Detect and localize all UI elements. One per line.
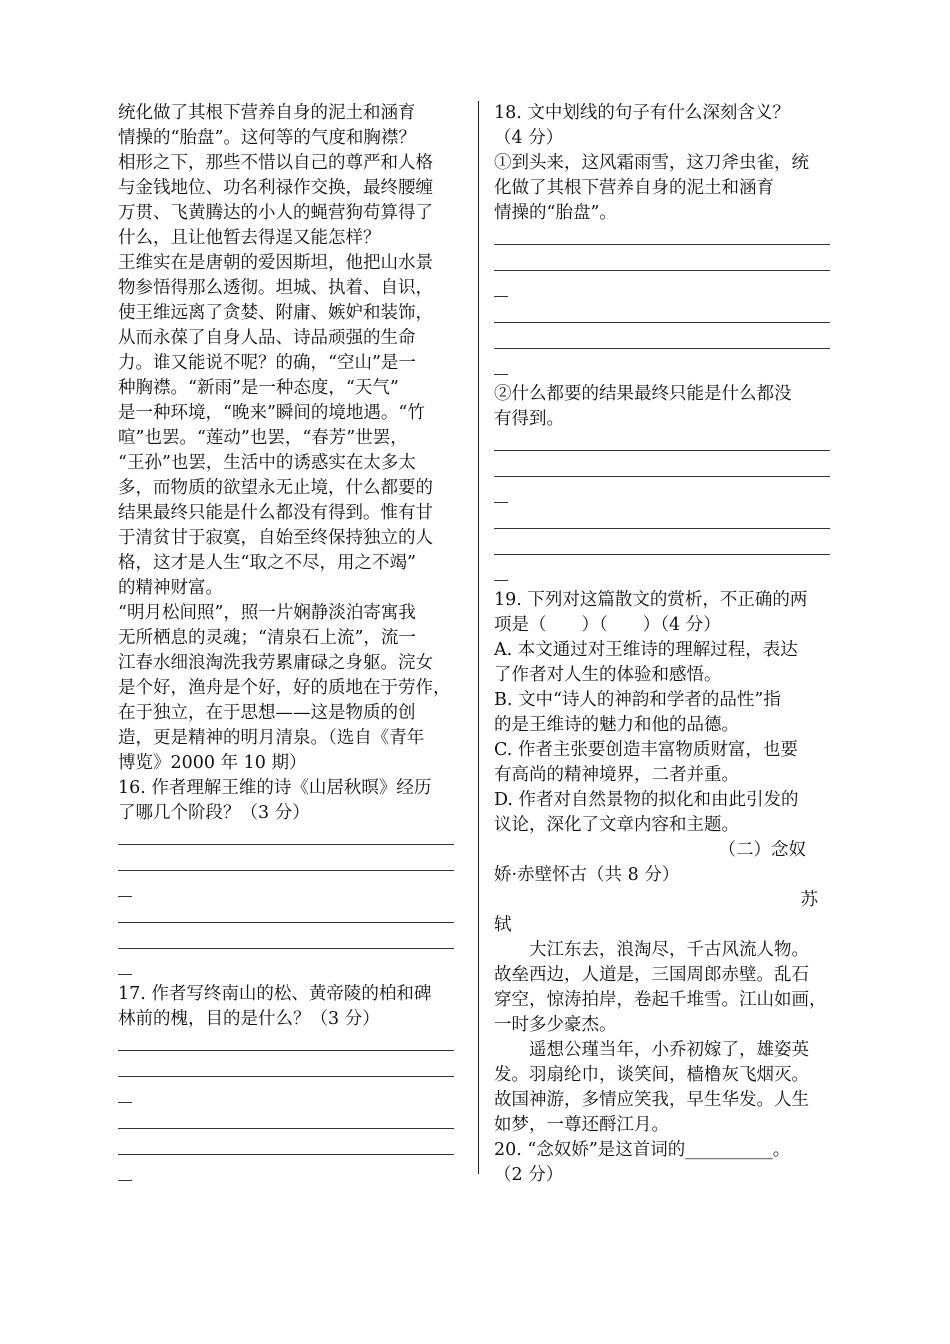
passage-line: 多，而物质的欲望永无止境，什么都要的	[118, 478, 433, 498]
passage-line: 于清贫甘于寂寞，自始至终保持独立的人	[118, 528, 433, 548]
passage-line: 造，更是精神的明月清泉。（选自《青年	[118, 728, 425, 748]
passage-line: 是一种环境，“晚来”瞬间的境地遇。“竹	[118, 403, 425, 423]
poem-author: 苏	[800, 890, 818, 910]
answer-line[interactable]	[118, 826, 454, 845]
passage-line: 结果最终只能是什么都没有得到。惟有甘	[118, 503, 433, 523]
question-19-option: 有高尚的精神境界，二者并重。	[494, 765, 739, 785]
section-heading: （二）念奴	[718, 840, 806, 860]
question-19: 项是（ ）（ ）（4 分）	[494, 615, 721, 635]
answer-line[interactable]	[118, 956, 132, 975]
question-19-option: 议论，深化了文章内容和主题。	[494, 815, 739, 835]
question-19: 19. 下列对这篇散文的赏析，不正确的两	[494, 590, 808, 610]
answer-line[interactable]	[494, 562, 508, 581]
answer-line[interactable]	[118, 1058, 454, 1077]
poem-line: 故国神游，多情应笑我，早生华发。人生	[494, 1090, 809, 1110]
question-18: ①到头来，这风霜雨雪，这刀斧虫雀，统	[494, 153, 809, 173]
question-20: （2 分）	[494, 1165, 564, 1185]
passage-line: 相形之下，那些不惜以自己的尊严和人格	[118, 153, 433, 173]
passage-line: 统化做了其根下营养自身的泥土和涵育	[118, 103, 416, 123]
answer-line[interactable]	[494, 278, 508, 297]
passage-line: 情操的“胎盘”。这何等的气度和胸襟？	[118, 128, 416, 148]
passage-line: 物参悟得那么透彻。坦城、执着、自识，	[118, 278, 433, 298]
poem-line: 一时多少豪杰。	[494, 1015, 617, 1035]
answer-line[interactable]	[494, 252, 830, 271]
question-18: 情操的“胎盘”。	[494, 203, 617, 223]
answer-line[interactable]	[118, 878, 132, 897]
poem-line: 如梦，一尊还酹江月。	[494, 1115, 669, 1135]
passage-line: 力。谁又能说不呢？的确，“空山”是一	[118, 353, 416, 373]
passage-line: 在于独立，在于思想——这是物质的创	[118, 703, 416, 723]
passage-line: “明月松间照”，照一片娴静淡泊寄寓我	[118, 603, 416, 623]
answer-line[interactable]	[494, 330, 830, 349]
passage-line: 与金钱地位、功名利禄作交换，最终腰缠	[118, 178, 433, 198]
right-column	[494, 101, 836, 1188]
question-16: 了哪几个阶段？（3 分）	[118, 803, 310, 823]
question-17: 林前的槐，目的是什么？（3 分）	[118, 1009, 380, 1029]
question-17: 17. 作者写终南山的松、黄帝陵的柏和碑	[118, 984, 432, 1004]
answer-line[interactable]	[494, 304, 830, 323]
passage-line: “王孙”也罢，生活中的诱惑实在太多太	[118, 453, 416, 473]
question-19-option: C. 作者主张要创造丰富物质财富，也要	[494, 740, 798, 760]
passage-line: 喧”也罢。“莲动”也罢，“春芳”世罢，	[118, 428, 408, 448]
question-19-option: 了作者对人生的体验和感悟。	[494, 665, 722, 685]
poem-line: 故垒西边，人道是，三国周郎赤壁。乱石	[494, 965, 809, 985]
poem-line: 大江东去，浪淘尽，千古风流人物。	[529, 940, 809, 960]
question-18-part2: ②什么都要的结果最终只能是什么都没	[494, 384, 792, 404]
poem-line: 穿空，惊涛拍岸，卷起千堆雪。江山如画，	[494, 990, 827, 1010]
answer-line[interactable]	[494, 226, 830, 245]
question-18: 化做了其根下营养自身的泥土和涵育	[494, 178, 774, 198]
answer-line[interactable]	[494, 458, 830, 477]
answer-line[interactable]	[118, 1084, 132, 1103]
passage-line: 是个好，渔舟是个好，好的质地在于劳作，	[118, 678, 451, 698]
answer-line[interactable]	[118, 930, 454, 949]
question-16: 16. 作者理解王维的诗《山居秋暝》经历	[118, 778, 432, 798]
poem-author: 轼	[494, 915, 512, 935]
question-20: 20. “念奴娇”是这首词的__________。	[494, 1140, 791, 1160]
passage-line: 江春水细浪淘洗我劳累庸碌之身躯。浣女	[118, 653, 433, 673]
passage-line: 种胸襟。“新雨”是一种态度，“天气”	[118, 378, 399, 398]
question-19-option: D. 作者对自然景物的拟化和由此引发的	[494, 790, 799, 810]
question-18: 18. 文中划线的句子有什么深刻含义？	[494, 103, 790, 123]
passage-line: 王维实在是唐朝的爱因斯坦，他把山水景	[118, 253, 433, 273]
answer-line[interactable]	[118, 1136, 454, 1155]
passage-line: 的精神财富。	[118, 578, 223, 598]
answer-line[interactable]	[118, 1162, 132, 1181]
column-divider	[478, 101, 479, 1174]
left-column	[118, 101, 468, 1188]
poem-line: 发。羽扇纶巾，谈笑间，樯橹灰飞烟灭。	[494, 1065, 809, 1085]
answer-line[interactable]	[118, 1110, 454, 1129]
answer-line[interactable]	[494, 536, 830, 555]
passage-line: 使王维远离了贪婪、附庸、嫉妒和装饰，	[118, 303, 433, 323]
passage-line: 无所栖息的灵魂；“清泉石上流”，流一	[118, 628, 416, 648]
question-19-option: B. 文中“诗人的神韵和学者的品性”指	[494, 690, 781, 710]
answer-line[interactable]	[494, 432, 830, 451]
question-18-part2: 有得到。	[494, 409, 564, 429]
question-19-option: A. 本文通过对王维诗的理解过程，表达	[494, 640, 798, 660]
passage-line: 万贯、飞黄腾达的小人的蝇营狗苟算得了	[118, 203, 433, 223]
question-18: （4 分）	[494, 128, 564, 148]
passage-line: 从而永葆了自身人品、诗品顽强的生命	[118, 328, 416, 348]
poem-line: 遥想公瑾当年，小乔初嫁了，雄姿英	[529, 1040, 809, 1060]
question-19-option: 的是王维诗的魅力和他的品德。	[494, 715, 739, 735]
passage-line: 格，这才是人生“取之不尽，用之不竭”	[118, 553, 416, 573]
passage-line: 博览》2000 年 10 期）	[118, 753, 307, 773]
passage-line: 什么，且让他暂去得逞又能怎样？	[118, 228, 381, 248]
answer-line[interactable]	[494, 356, 508, 375]
answer-line[interactable]	[118, 904, 454, 923]
answer-line[interactable]	[118, 1032, 454, 1051]
answer-line[interactable]	[494, 484, 508, 503]
answer-line[interactable]	[494, 510, 830, 529]
section-heading: 娇·赤壁怀古（共 8 分）	[494, 865, 680, 885]
answer-line[interactable]	[118, 852, 454, 871]
